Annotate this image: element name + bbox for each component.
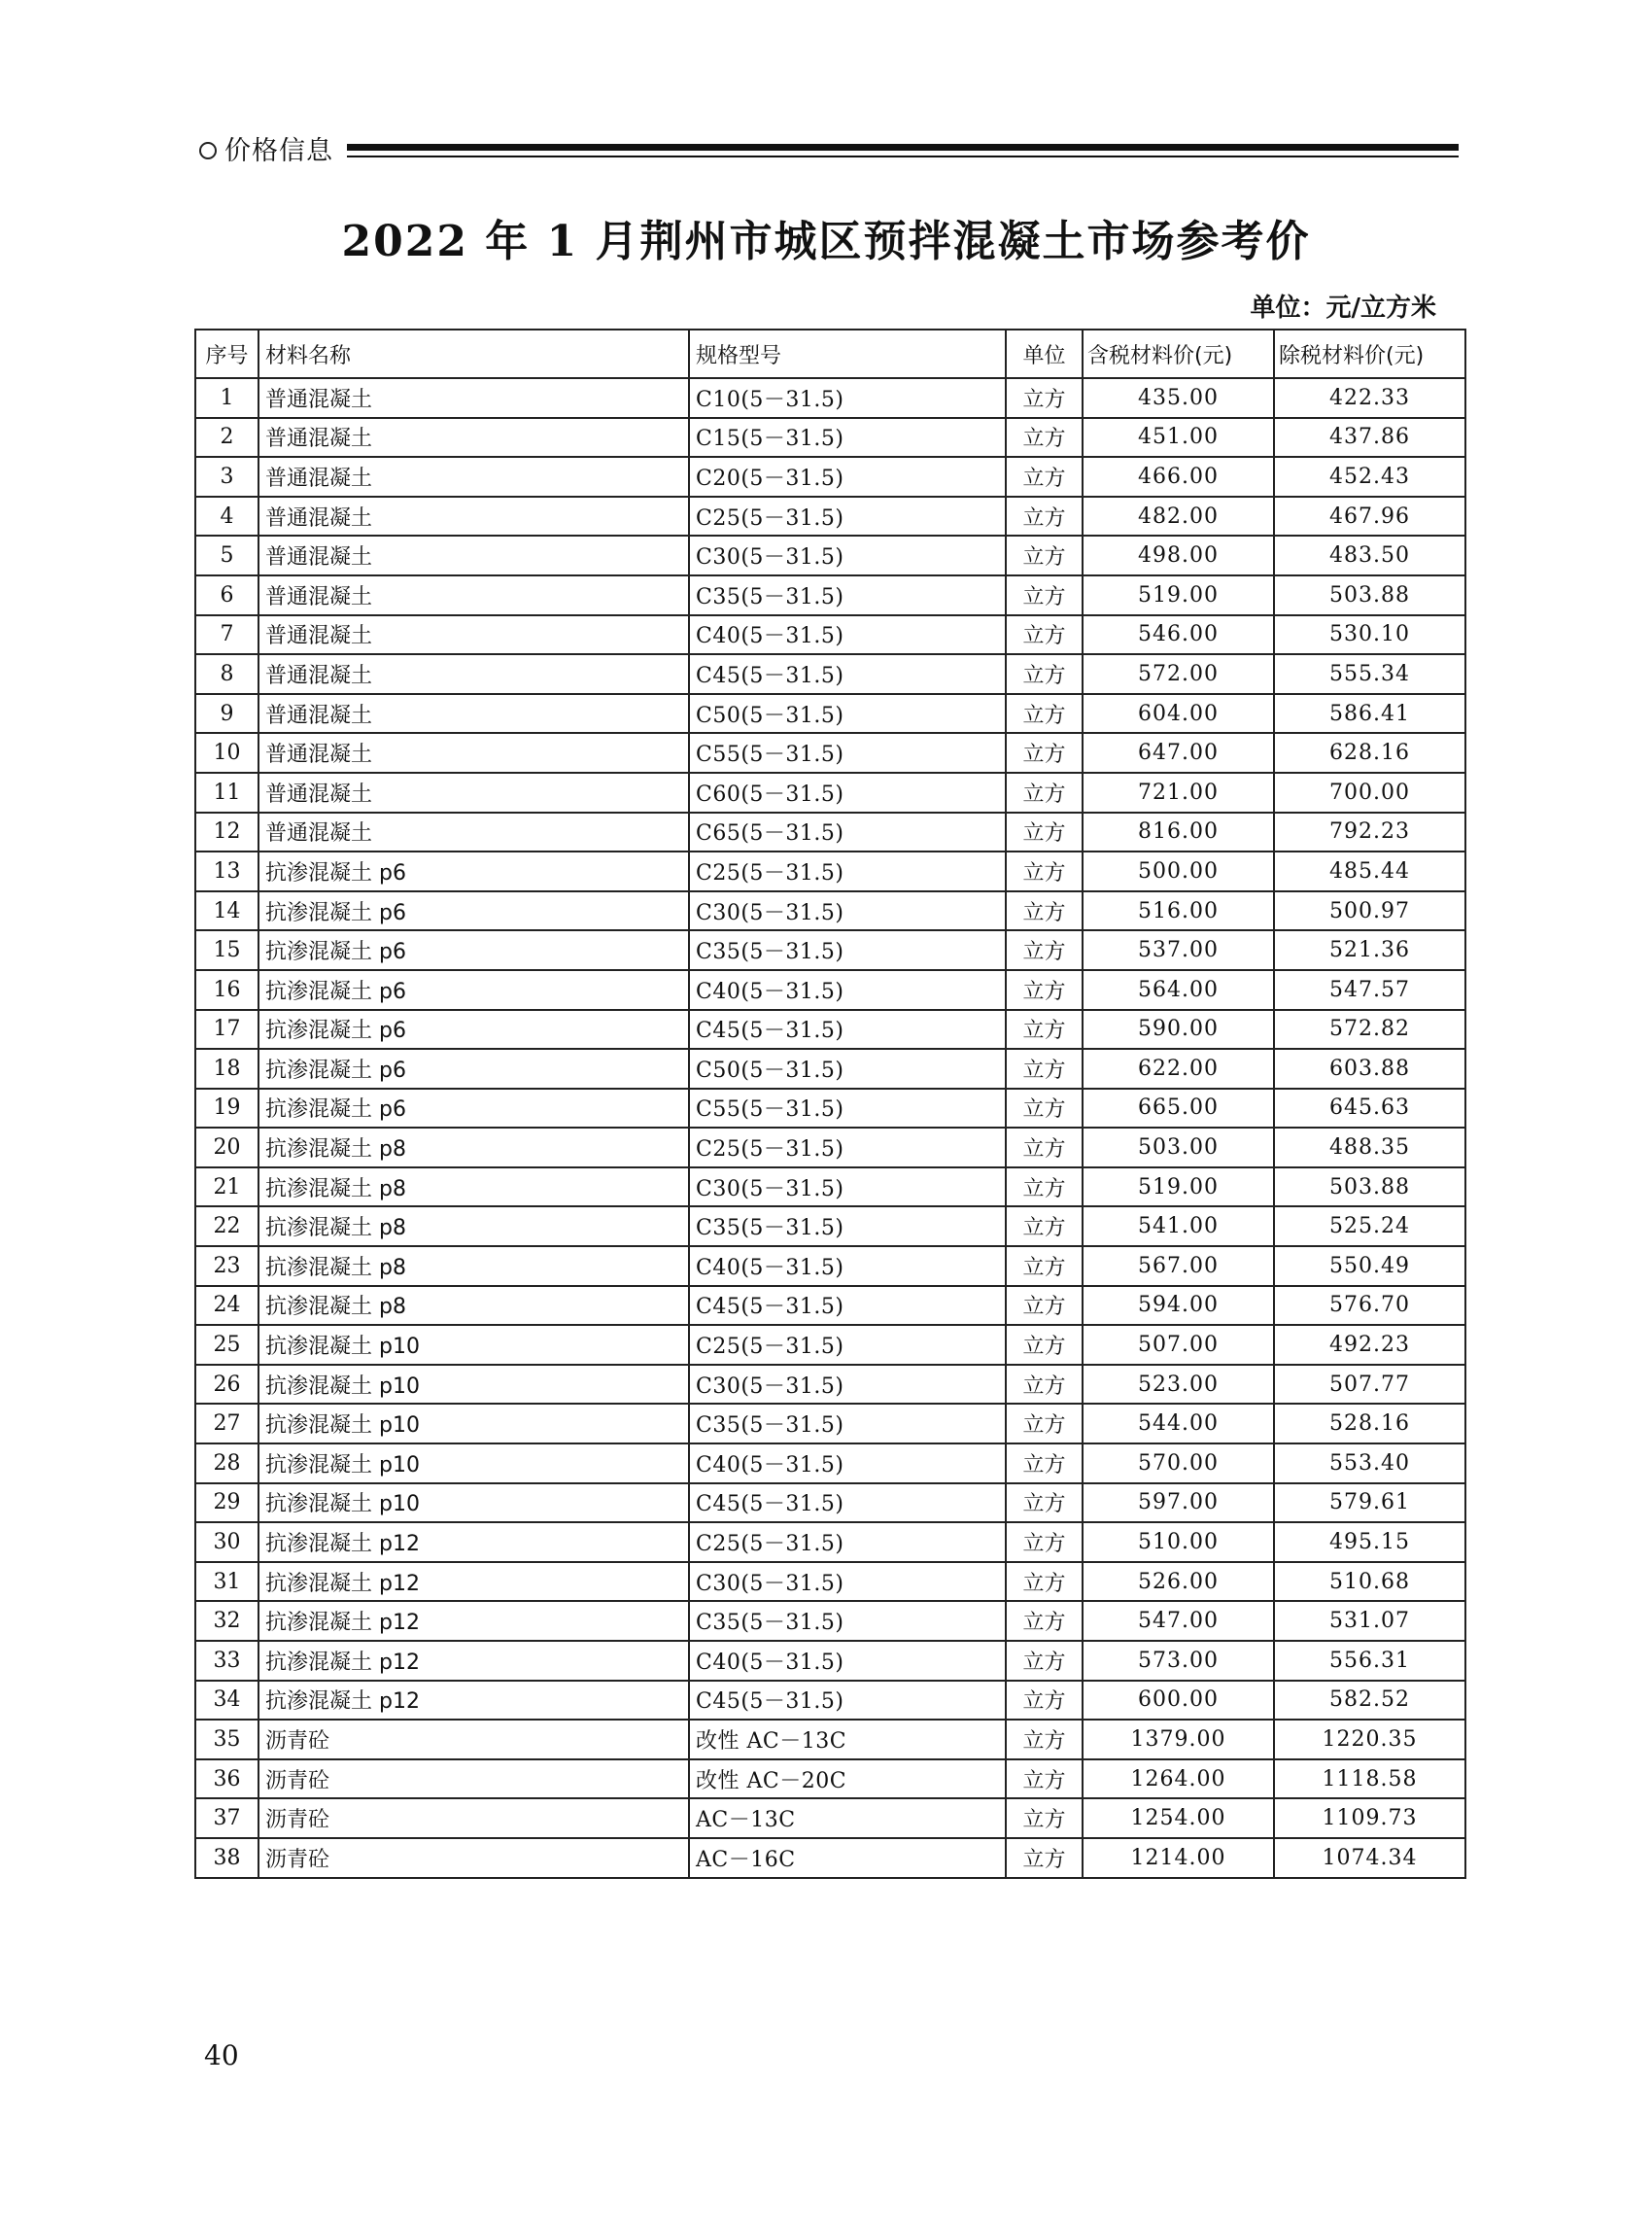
cell-no: 30 bbox=[195, 1522, 258, 1562]
table-row bbox=[195, 1365, 1465, 1405]
cell-price-notax: 422.33 bbox=[1274, 378, 1465, 418]
page-number: 40 bbox=[204, 2039, 239, 2071]
cell-unit: 立方 bbox=[1006, 733, 1083, 773]
cell-price-notax: 1220.35 bbox=[1274, 1720, 1465, 1759]
cell-price-tax: 604.00 bbox=[1083, 694, 1274, 734]
cell-spec: C35(5－31.5) bbox=[689, 930, 1006, 970]
cell-no: 35 bbox=[195, 1720, 258, 1759]
col-header-spec: 规格型号 bbox=[689, 330, 1006, 378]
cell-unit: 立方 bbox=[1006, 1246, 1083, 1286]
cell-spec: C40(5－31.5) bbox=[689, 615, 1006, 655]
cell-no: 10 bbox=[195, 733, 258, 773]
cell-spec: C55(5－31.5) bbox=[689, 733, 1006, 773]
cell-spec: C45(5－31.5) bbox=[689, 1010, 1006, 1050]
cell-spec: C20(5－31.5) bbox=[689, 457, 1006, 497]
cell-unit: 立方 bbox=[1006, 813, 1083, 852]
cell-name: 抗渗混凝土 p6 bbox=[258, 970, 689, 1010]
cell-unit: 立方 bbox=[1006, 970, 1083, 1010]
cell-price-tax: 572.00 bbox=[1083, 654, 1274, 694]
cell-unit: 立方 bbox=[1006, 1641, 1083, 1681]
table-row bbox=[195, 378, 1465, 418]
cell-no: 36 bbox=[195, 1759, 258, 1799]
table-row bbox=[195, 418, 1465, 458]
cell-name: 普通混凝土 bbox=[258, 615, 689, 655]
cell-unit: 立方 bbox=[1006, 497, 1083, 537]
cell-price-tax: 482.00 bbox=[1083, 497, 1274, 537]
cell-price-notax: 556.31 bbox=[1274, 1641, 1465, 1681]
table-row bbox=[195, 1522, 1465, 1562]
cell-name: 沥青砼 bbox=[258, 1720, 689, 1759]
cell-price-notax: 576.70 bbox=[1274, 1286, 1465, 1326]
cell-name: 普通混凝土 bbox=[258, 694, 689, 734]
cell-price-notax: 1074.34 bbox=[1274, 1838, 1465, 1878]
cell-spec: C25(5－31.5) bbox=[689, 1325, 1006, 1365]
cell-spec: C50(5－31.5) bbox=[689, 694, 1006, 734]
cell-no: 9 bbox=[195, 694, 258, 734]
cell-name: 抗渗混凝土 p6 bbox=[258, 1049, 689, 1089]
cell-unit: 立方 bbox=[1006, 1759, 1083, 1799]
cell-price-tax: 498.00 bbox=[1083, 536, 1274, 575]
cell-price-tax: 1214.00 bbox=[1083, 1838, 1274, 1878]
cell-no: 32 bbox=[195, 1601, 258, 1641]
cell-price-notax: 521.36 bbox=[1274, 930, 1465, 970]
cell-unit: 立方 bbox=[1006, 773, 1083, 813]
cell-no: 16 bbox=[195, 970, 258, 1010]
cell-unit: 立方 bbox=[1006, 1681, 1083, 1721]
cell-no: 24 bbox=[195, 1286, 258, 1326]
cell-name: 抗渗混凝土 p6 bbox=[258, 1089, 689, 1129]
cell-spec: C45(5－31.5) bbox=[689, 1286, 1006, 1326]
col-header-no: 序号 bbox=[195, 330, 258, 378]
cell-spec: AC－13C bbox=[689, 1798, 1006, 1838]
cell-spec: AC－16C bbox=[689, 1838, 1006, 1878]
table-row bbox=[195, 1128, 1465, 1167]
cell-name: 普通混凝土 bbox=[258, 497, 689, 537]
cell-price-notax: 503.88 bbox=[1274, 1167, 1465, 1207]
cell-unit: 立方 bbox=[1006, 694, 1083, 734]
cell-price-tax: 600.00 bbox=[1083, 1681, 1274, 1721]
table-row bbox=[195, 1325, 1465, 1365]
cell-name: 抗渗混凝土 p8 bbox=[258, 1128, 689, 1167]
cell-name: 抗渗混凝土 p10 bbox=[258, 1325, 689, 1365]
table-row bbox=[195, 930, 1465, 970]
cell-name: 普通混凝土 bbox=[258, 457, 689, 497]
cell-price-tax: 451.00 bbox=[1083, 418, 1274, 458]
cell-no: 28 bbox=[195, 1443, 258, 1483]
col-header-price-notax: 除税材料价(元) bbox=[1274, 330, 1465, 378]
cell-unit: 立方 bbox=[1006, 654, 1083, 694]
cell-no: 17 bbox=[195, 1010, 258, 1050]
cell-price-tax: 503.00 bbox=[1083, 1128, 1274, 1167]
cell-no: 15 bbox=[195, 930, 258, 970]
cell-name: 普通混凝土 bbox=[258, 418, 689, 458]
cell-unit: 立方 bbox=[1006, 1089, 1083, 1129]
cell-spec: C45(5－31.5) bbox=[689, 1681, 1006, 1721]
table-row bbox=[195, 813, 1465, 852]
cell-name: 普通混凝土 bbox=[258, 813, 689, 852]
cell-unit: 立方 bbox=[1006, 930, 1083, 970]
table-row bbox=[195, 1286, 1465, 1326]
cell-price-notax: 530.10 bbox=[1274, 615, 1465, 655]
cell-unit: 立方 bbox=[1006, 1720, 1083, 1759]
cell-name: 抗渗混凝土 p8 bbox=[258, 1246, 689, 1286]
cell-spec: C35(5－31.5) bbox=[689, 1404, 1006, 1443]
cell-no: 20 bbox=[195, 1128, 258, 1167]
cell-price-tax: 541.00 bbox=[1083, 1206, 1274, 1246]
cell-no: 12 bbox=[195, 813, 258, 852]
cell-price-tax: 590.00 bbox=[1083, 1010, 1274, 1050]
cell-price-tax: 526.00 bbox=[1083, 1562, 1274, 1602]
cell-price-notax: 488.35 bbox=[1274, 1128, 1465, 1167]
cell-price-notax: 586.41 bbox=[1274, 694, 1465, 734]
cell-no: 8 bbox=[195, 654, 258, 694]
cell-price-tax: 570.00 bbox=[1083, 1443, 1274, 1483]
cell-price-tax: 510.00 bbox=[1083, 1522, 1274, 1562]
table-row bbox=[195, 1010, 1465, 1050]
cell-price-notax: 531.07 bbox=[1274, 1601, 1465, 1641]
cell-name: 抗渗混凝土 p6 bbox=[258, 1010, 689, 1050]
cell-price-tax: 435.00 bbox=[1083, 378, 1274, 418]
cell-price-notax: 628.16 bbox=[1274, 733, 1465, 773]
cell-price-notax: 582.52 bbox=[1274, 1681, 1465, 1721]
cell-no: 37 bbox=[195, 1798, 258, 1838]
table-row bbox=[195, 773, 1465, 813]
cell-price-tax: 516.00 bbox=[1083, 891, 1274, 931]
section-label: 价格信息 bbox=[224, 136, 333, 166]
table-row bbox=[195, 1089, 1465, 1129]
cell-price-notax: 550.49 bbox=[1274, 1246, 1465, 1286]
table-row bbox=[195, 575, 1465, 615]
cell-price-tax: 500.00 bbox=[1083, 852, 1274, 891]
cell-price-notax: 792.23 bbox=[1274, 813, 1465, 852]
cell-price-tax: 573.00 bbox=[1083, 1641, 1274, 1681]
cell-name: 抗渗混凝土 p10 bbox=[258, 1443, 689, 1483]
cell-price-tax: 546.00 bbox=[1083, 615, 1274, 655]
cell-spec: C30(5－31.5) bbox=[689, 1562, 1006, 1602]
cell-price-tax: 721.00 bbox=[1083, 773, 1274, 813]
unit-note: 单位：元/立方米 bbox=[1250, 294, 1436, 323]
table-row bbox=[195, 1206, 1465, 1246]
table-row bbox=[195, 1404, 1465, 1443]
cell-no: 26 bbox=[195, 1365, 258, 1405]
table-row bbox=[195, 1167, 1465, 1207]
cell-name: 抗渗混凝土 p6 bbox=[258, 852, 689, 891]
cell-unit: 立方 bbox=[1006, 1167, 1083, 1207]
cell-price-tax: 567.00 bbox=[1083, 1246, 1274, 1286]
cell-name: 沥青砼 bbox=[258, 1759, 689, 1799]
cell-no: 31 bbox=[195, 1562, 258, 1602]
cell-name: 抗渗混凝土 p12 bbox=[258, 1601, 689, 1641]
table-row bbox=[195, 654, 1465, 694]
cell-price-tax: 1254.00 bbox=[1083, 1798, 1274, 1838]
cell-no: 2 bbox=[195, 418, 258, 458]
cell-spec: C10(5－31.5) bbox=[689, 378, 1006, 418]
cell-price-tax: 523.00 bbox=[1083, 1365, 1274, 1405]
cell-price-tax: 466.00 bbox=[1083, 457, 1274, 497]
cell-no: 21 bbox=[195, 1167, 258, 1207]
table-row bbox=[195, 852, 1465, 891]
table-row bbox=[195, 1483, 1465, 1523]
cell-unit: 立方 bbox=[1006, 1010, 1083, 1050]
cell-name: 普通混凝土 bbox=[258, 773, 689, 813]
cell-name: 普通混凝土 bbox=[258, 378, 689, 418]
col-header-unit: 单位 bbox=[1006, 330, 1083, 378]
cell-no: 14 bbox=[195, 891, 258, 931]
cell-price-tax: 665.00 bbox=[1083, 1089, 1274, 1129]
cell-price-notax: 525.24 bbox=[1274, 1206, 1465, 1246]
cell-name: 普通混凝土 bbox=[258, 575, 689, 615]
cell-unit: 立方 bbox=[1006, 1562, 1083, 1602]
cell-spec: C25(5－31.5) bbox=[689, 497, 1006, 537]
cell-unit: 立方 bbox=[1006, 615, 1083, 655]
cell-no: 29 bbox=[195, 1483, 258, 1523]
cell-price-notax: 510.68 bbox=[1274, 1562, 1465, 1602]
section-header bbox=[199, 134, 1459, 173]
cell-no: 34 bbox=[195, 1681, 258, 1721]
cell-unit: 立方 bbox=[1006, 1483, 1083, 1523]
cell-spec: C40(5－31.5) bbox=[689, 1246, 1006, 1286]
cell-name: 抗渗混凝土 p12 bbox=[258, 1641, 689, 1681]
cell-unit: 立方 bbox=[1006, 1049, 1083, 1089]
table-row bbox=[195, 1601, 1465, 1641]
cell-name: 抗渗混凝土 p10 bbox=[258, 1365, 689, 1405]
cell-name: 抗渗混凝土 p8 bbox=[258, 1286, 689, 1326]
cell-price-tax: 519.00 bbox=[1083, 1167, 1274, 1207]
table-row bbox=[195, 1562, 1465, 1602]
cell-price-notax: 492.23 bbox=[1274, 1325, 1465, 1365]
cell-no: 7 bbox=[195, 615, 258, 655]
cell-name: 抗渗混凝土 p10 bbox=[258, 1404, 689, 1443]
cell-spec: C30(5－31.5) bbox=[689, 1365, 1006, 1405]
cell-unit: 立方 bbox=[1006, 536, 1083, 575]
circle-icon bbox=[199, 142, 217, 159]
cell-unit: 立方 bbox=[1006, 1128, 1083, 1167]
table-row bbox=[195, 1246, 1465, 1286]
cell-unit: 立方 bbox=[1006, 1286, 1083, 1326]
cell-no: 6 bbox=[195, 575, 258, 615]
cell-price-notax: 528.16 bbox=[1274, 1404, 1465, 1443]
cell-spec: C50(5－31.5) bbox=[689, 1049, 1006, 1089]
table-row bbox=[195, 497, 1465, 537]
cell-price-notax: 500.97 bbox=[1274, 891, 1465, 931]
cell-unit: 立方 bbox=[1006, 575, 1083, 615]
cell-price-notax: 437.86 bbox=[1274, 418, 1465, 458]
table-row bbox=[195, 1798, 1465, 1838]
cell-price-tax: 507.00 bbox=[1083, 1325, 1274, 1365]
cell-unit: 立方 bbox=[1006, 1601, 1083, 1641]
cell-price-notax: 467.96 bbox=[1274, 497, 1465, 537]
cell-spec: C15(5－31.5) bbox=[689, 418, 1006, 458]
cell-spec: C25(5－31.5) bbox=[689, 1128, 1006, 1167]
cell-price-tax: 647.00 bbox=[1083, 733, 1274, 773]
cell-no: 13 bbox=[195, 852, 258, 891]
cell-name: 抗渗混凝土 p6 bbox=[258, 891, 689, 931]
cell-name: 沥青砼 bbox=[258, 1798, 689, 1838]
table-row bbox=[195, 891, 1465, 931]
cell-price-tax: 597.00 bbox=[1083, 1483, 1274, 1523]
cell-price-notax: 1118.58 bbox=[1274, 1759, 1465, 1799]
cell-price-tax: 622.00 bbox=[1083, 1049, 1274, 1089]
cell-price-notax: 645.63 bbox=[1274, 1089, 1465, 1129]
cell-spec: C40(5－31.5) bbox=[689, 970, 1006, 1010]
cell-no: 5 bbox=[195, 536, 258, 575]
cell-no: 27 bbox=[195, 1404, 258, 1443]
cell-spec: C65(5－31.5) bbox=[689, 813, 1006, 852]
cell-price-notax: 547.57 bbox=[1274, 970, 1465, 1010]
cell-no: 23 bbox=[195, 1246, 258, 1286]
table-row bbox=[195, 1720, 1465, 1759]
cell-price-tax: 816.00 bbox=[1083, 813, 1274, 852]
cell-unit: 立方 bbox=[1006, 1443, 1083, 1483]
table-row bbox=[195, 1838, 1465, 1878]
table-row bbox=[195, 1049, 1465, 1089]
cell-price-notax: 495.15 bbox=[1274, 1522, 1465, 1562]
cell-unit: 立方 bbox=[1006, 1798, 1083, 1838]
cell-unit: 立方 bbox=[1006, 1838, 1083, 1878]
cell-spec: C25(5－31.5) bbox=[689, 1522, 1006, 1562]
cell-unit: 立方 bbox=[1006, 457, 1083, 497]
cell-price-notax: 579.61 bbox=[1274, 1483, 1465, 1523]
table-row bbox=[195, 733, 1465, 773]
cell-unit: 立方 bbox=[1006, 1206, 1083, 1246]
cell-spec: 改性 AC－13C bbox=[689, 1720, 1006, 1759]
cell-name: 抗渗混凝土 p6 bbox=[258, 930, 689, 970]
cell-no: 3 bbox=[195, 457, 258, 497]
cell-price-notax: 572.82 bbox=[1274, 1010, 1465, 1050]
cell-name: 普通混凝土 bbox=[258, 536, 689, 575]
cell-name: 抗渗混凝土 p10 bbox=[258, 1483, 689, 1523]
table-row bbox=[195, 457, 1465, 497]
cell-no: 33 bbox=[195, 1641, 258, 1681]
cell-price-notax: 452.43 bbox=[1274, 457, 1465, 497]
cell-spec: C55(5－31.5) bbox=[689, 1089, 1006, 1129]
cell-spec: C35(5－31.5) bbox=[689, 575, 1006, 615]
price-table bbox=[194, 329, 1466, 1879]
cell-price-notax: 700.00 bbox=[1274, 773, 1465, 813]
cell-unit: 立方 bbox=[1006, 1522, 1083, 1562]
cell-name: 沥青砼 bbox=[258, 1838, 689, 1878]
cell-spec: C30(5－31.5) bbox=[689, 891, 1006, 931]
cell-price-tax: 519.00 bbox=[1083, 575, 1274, 615]
cell-no: 19 bbox=[195, 1089, 258, 1129]
cell-spec: C40(5－31.5) bbox=[689, 1641, 1006, 1681]
table-body bbox=[195, 378, 1465, 1878]
cell-unit: 立方 bbox=[1006, 1325, 1083, 1365]
cell-spec: C60(5－31.5) bbox=[689, 773, 1006, 813]
cell-no: 1 bbox=[195, 378, 258, 418]
cell-no: 25 bbox=[195, 1325, 258, 1365]
cell-spec: C25(5－31.5) bbox=[689, 852, 1006, 891]
table-row bbox=[195, 970, 1465, 1010]
cell-spec: C45(5－31.5) bbox=[689, 654, 1006, 694]
cell-name: 抗渗混凝土 p12 bbox=[258, 1681, 689, 1721]
cell-name: 抗渗混凝土 p8 bbox=[258, 1167, 689, 1207]
cell-price-notax: 553.40 bbox=[1274, 1443, 1465, 1483]
cell-spec: C45(5－31.5) bbox=[689, 1483, 1006, 1523]
cell-unit: 立方 bbox=[1006, 852, 1083, 891]
col-header-price-tax: 含税材料价(元) bbox=[1083, 330, 1274, 378]
cell-spec: C30(5－31.5) bbox=[689, 536, 1006, 575]
cell-unit: 立方 bbox=[1006, 378, 1083, 418]
cell-name: 普通混凝土 bbox=[258, 733, 689, 773]
table-header-row bbox=[195, 330, 1465, 378]
table-row bbox=[195, 615, 1465, 655]
cell-price-notax: 1109.73 bbox=[1274, 1798, 1465, 1838]
cell-price-tax: 1264.00 bbox=[1083, 1759, 1274, 1799]
cell-no: 38 bbox=[195, 1838, 258, 1878]
cell-spec: C35(5－31.5) bbox=[689, 1206, 1006, 1246]
col-header-name: 材料名称 bbox=[258, 330, 689, 378]
cell-unit: 立方 bbox=[1006, 1365, 1083, 1405]
cell-price-tax: 564.00 bbox=[1083, 970, 1274, 1010]
table-row bbox=[195, 1759, 1465, 1799]
cell-spec: C35(5－31.5) bbox=[689, 1601, 1006, 1641]
table-row bbox=[195, 1681, 1465, 1721]
cell-no: 4 bbox=[195, 497, 258, 537]
cell-price-tax: 537.00 bbox=[1083, 930, 1274, 970]
cell-price-notax: 555.34 bbox=[1274, 654, 1465, 694]
cell-price-tax: 547.00 bbox=[1083, 1601, 1274, 1641]
cell-price-notax: 483.50 bbox=[1274, 536, 1465, 575]
cell-spec: C30(5－31.5) bbox=[689, 1167, 1006, 1207]
table-row bbox=[195, 1443, 1465, 1483]
cell-no: 18 bbox=[195, 1049, 258, 1089]
cell-price-tax: 594.00 bbox=[1083, 1286, 1274, 1326]
cell-no: 11 bbox=[195, 773, 258, 813]
header-rule-thin bbox=[347, 156, 1459, 157]
cell-price-notax: 603.88 bbox=[1274, 1049, 1465, 1089]
cell-price-notax: 503.88 bbox=[1274, 575, 1465, 615]
cell-price-notax: 485.44 bbox=[1274, 852, 1465, 891]
cell-name: 普通混凝土 bbox=[258, 654, 689, 694]
table-row bbox=[195, 1641, 1465, 1681]
cell-spec: C40(5－31.5) bbox=[689, 1443, 1006, 1483]
cell-price-tax: 544.00 bbox=[1083, 1404, 1274, 1443]
page-title: 2022 年 1 月荆州市城区预拌混凝土市场参考价 bbox=[341, 217, 1311, 266]
cell-name: 抗渗混凝土 p8 bbox=[258, 1206, 689, 1246]
cell-unit: 立方 bbox=[1006, 891, 1083, 931]
cell-unit: 立方 bbox=[1006, 418, 1083, 458]
header-rule-thick bbox=[347, 144, 1459, 151]
cell-no: 22 bbox=[195, 1206, 258, 1246]
table-row bbox=[195, 694, 1465, 734]
cell-spec: 改性 AC－20C bbox=[689, 1759, 1006, 1799]
cell-price-notax: 507.77 bbox=[1274, 1365, 1465, 1405]
cell-unit: 立方 bbox=[1006, 1404, 1083, 1443]
cell-name: 抗渗混凝土 p12 bbox=[258, 1522, 689, 1562]
cell-name: 抗渗混凝土 p12 bbox=[258, 1562, 689, 1602]
table-row bbox=[195, 536, 1465, 575]
cell-price-tax: 1379.00 bbox=[1083, 1720, 1274, 1759]
